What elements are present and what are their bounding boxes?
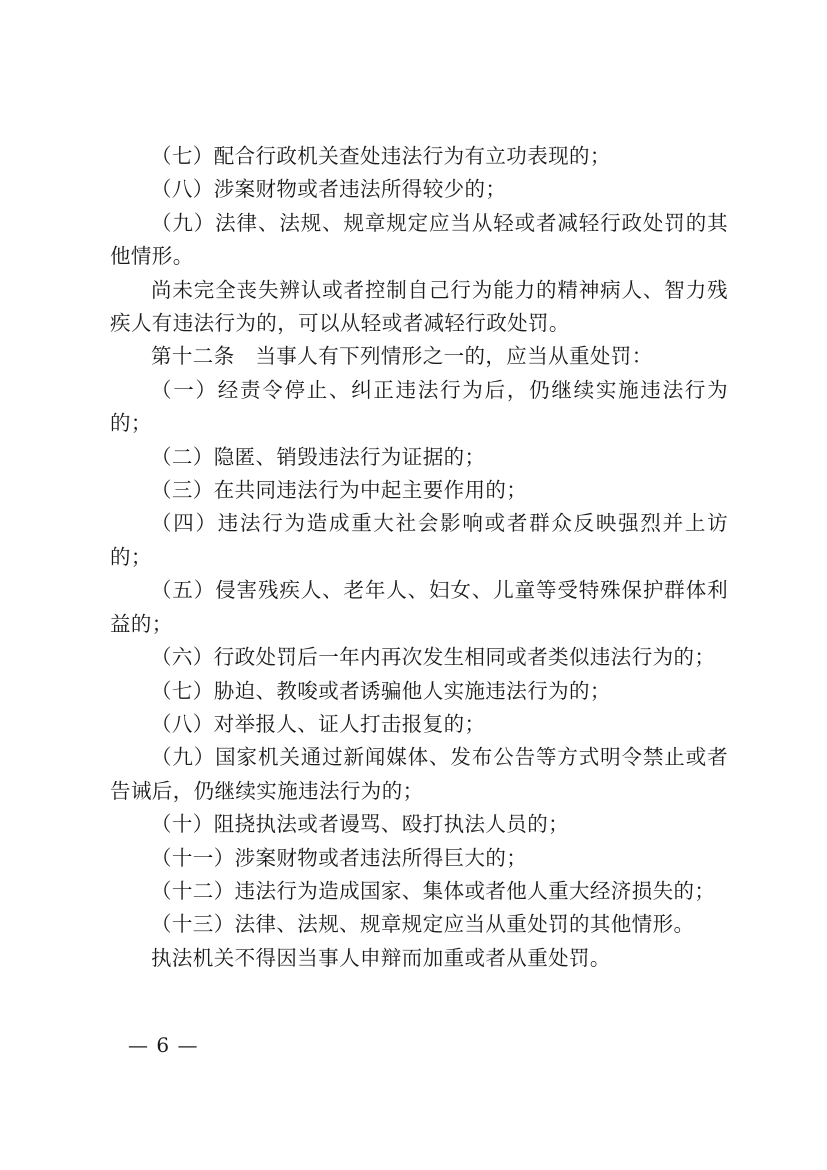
paragraph-heavy-item-8: （八）对举报人、证人打击报复的； [151,711,486,736]
paragraph-item-9-other-lenient: （九）法律、法规、规章规定应当从轻或者减轻行政处罚的其他情形。 [110,210,728,269]
paragraph-heavy-item-7: （七）胁迫、教唆或者诱骗他人实施违法行为的； [151,678,611,703]
paragraph-heavy-item-4: （四）违法行为造成重大社会影响或者群众反映强烈并上访的； [110,511,728,569]
paragraph-heavy-item-10: （十）阻挠执法或者谩骂、殴打执法人员的； [151,812,569,837]
paragraph-item-7-meritorious: （七）配合行政机关查处违法行为有立功表现的； [151,144,611,168]
paragraph-heavy-item-11: （十一）涉案财物或者违法所得巨大的； [151,845,528,870]
paragraph-heavy-item-12: （十二）违法行为造成国家、集体或者他人重大经济损失的； [151,878,716,903]
paragraph-heavy-item-5: （五）侵害残疾人、老年人、妇女、儿童等受特殊保护群体利益的； [110,578,728,636]
paragraph-mental-illness: 尚未完全丧失辨认或者控制自己行为能力的精神病人、智力残疾人有违法行为的，可以从轻或者减轻行政处罚。 [110,277,728,336]
paragraph-item-8-small-amount: （八）涉案财物或者违法所得较少的； [151,177,507,202]
paragraph-heavy-item-6: （六）行政处罚后一年内再次发生相同或者类似违法行为的； [151,645,716,670]
paragraph-heavy-item-3: （三）在共同违法行为中起主要作用的； [151,478,528,503]
paragraph-heavy-item-1: （一）经责令停止、纠正违法行为后，仍继续实施违法行为的； [110,377,728,436]
paragraph-heavy-item-13: （十三）法律、法规、规章规定应当从重处罚的其他情形。 [151,912,695,937]
paragraph-heavy-item-9: （九）国家机关通过新闻媒体、发布公告等方式明令禁止或者告诫后，仍继续实施违法行为的； [110,745,728,803]
paragraph-no-aggravation-for-defense: 执法机关不得因当事人申辩而加重或者从重处罚。 [151,945,611,970]
page-number: — 6 — [128,1033,199,1057]
article-12-heading: 第十二条 当事人有下列情形之一的，应当从重处罚： [151,344,653,369]
paragraph-heavy-item-2: （二）隐匿、销毁违法行为证据的； [151,444,486,469]
document-body [110,140,728,975]
